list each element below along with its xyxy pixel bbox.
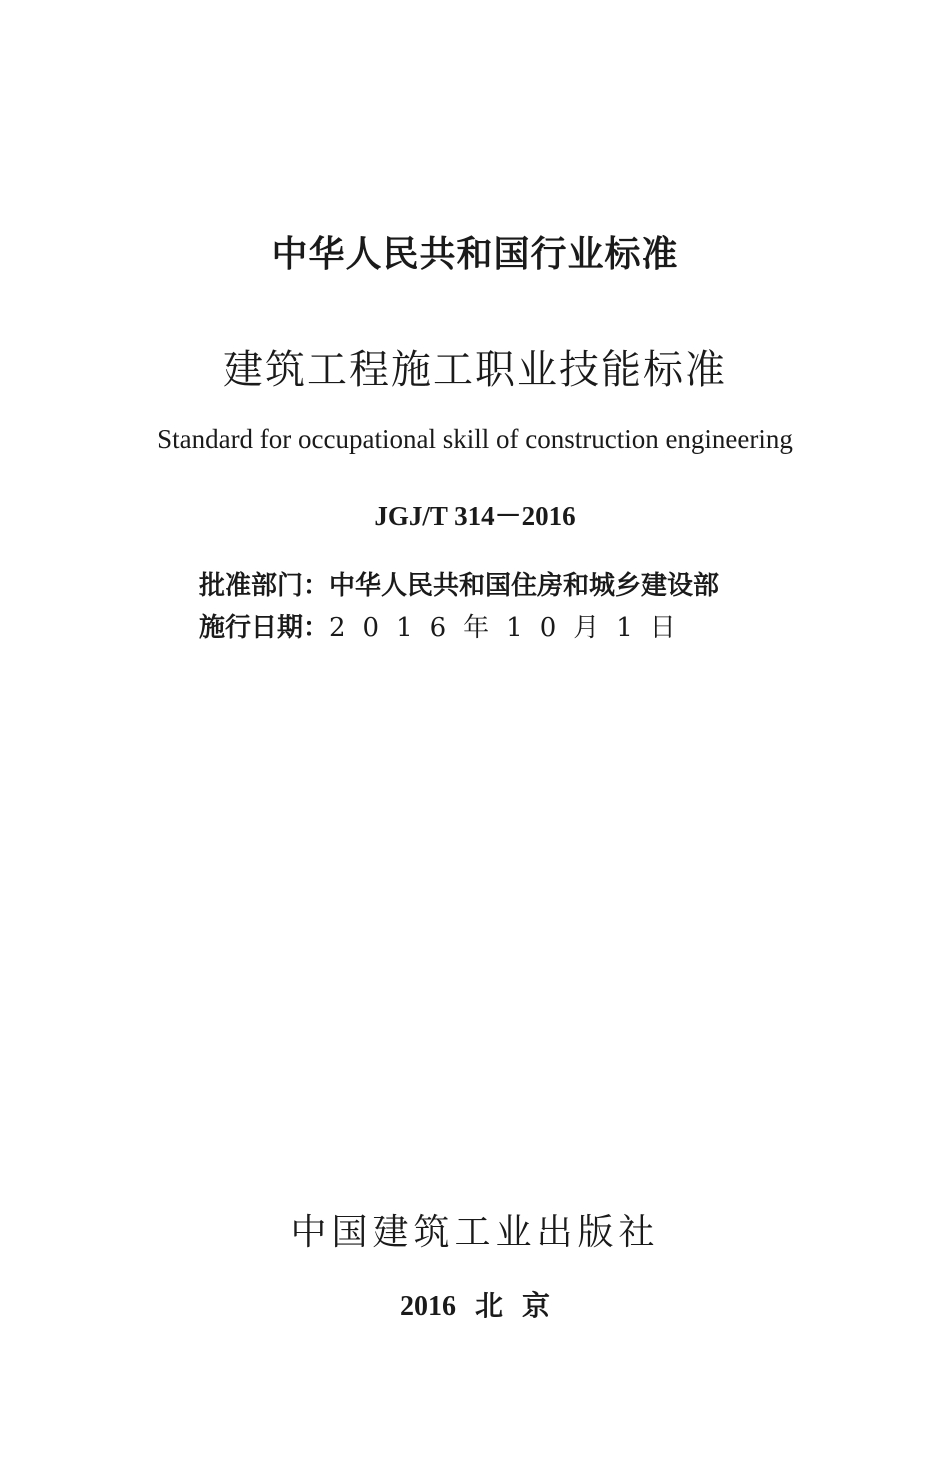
effective-label: 施行日期： xyxy=(199,613,330,643)
publication-place: 2016 北 京 xyxy=(399,1291,550,1322)
series-title: 中华人民共和国行业标准 xyxy=(271,234,679,275)
approval-label: 批准部门： xyxy=(199,571,330,601)
publisher: 中国建筑工业出版社 xyxy=(290,1212,660,1253)
english-title: Standard for occupational skill of construction engineering xyxy=(157,424,793,454)
effective-value: 2016年10月1日 xyxy=(329,613,693,643)
main-title: 建筑工程施工职业技能标准 xyxy=(223,347,727,393)
standard-code: JGJ/T 314－2016 xyxy=(374,501,576,531)
effective-date-row xyxy=(199,607,799,644)
approval-department-row xyxy=(199,565,799,602)
approval-value: 中华人民共和国住房和城乡建设部 xyxy=(329,571,720,601)
